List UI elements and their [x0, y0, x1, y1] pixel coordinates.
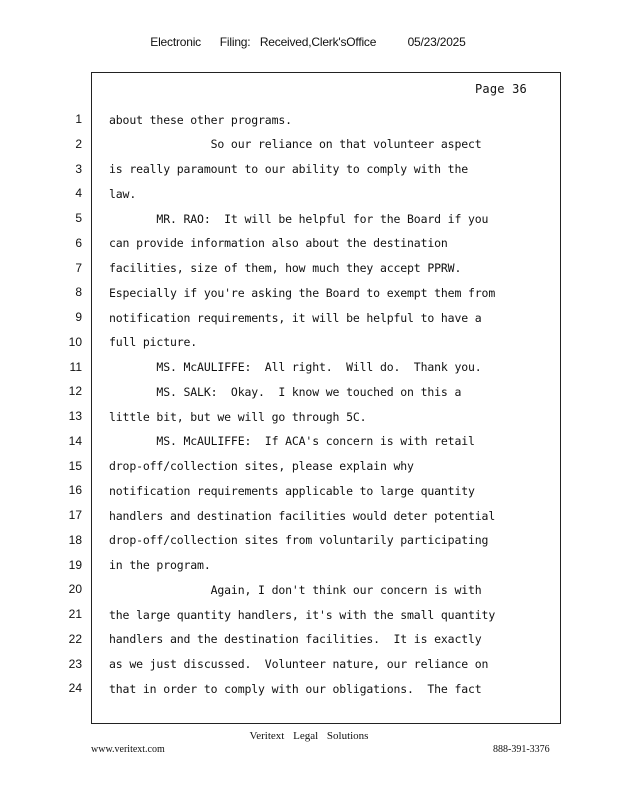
- line-number: 17: [68, 508, 82, 522]
- transcript-line: notification requirements, it will be helpful to have a: [109, 310, 482, 325]
- filing-electronic: Electronic: [150, 35, 201, 49]
- line-number: 6: [75, 235, 82, 250]
- line-number: 18: [68, 532, 82, 547]
- line-number: 2: [75, 136, 82, 151]
- line-number: 19: [68, 557, 82, 572]
- transcript-line: that in order to comply with our obligations. The fact: [109, 681, 482, 696]
- transcript-line: drop-off/collection sites from voluntarily participating: [109, 533, 489, 548]
- filing-stamp-header: [144, 21, 466, 49]
- transcript-line: MS. McAULIFFE: All right. Will do. Thank you.: [109, 360, 482, 374]
- line-number: 11: [69, 359, 82, 374]
- transcript-line: handlers and the destination facilities. It is exactly: [109, 632, 482, 647]
- transcript-line: as we just discussed. Volunteer nature, our reliance on: [109, 657, 489, 671]
- line-number: 1: [75, 112, 82, 126]
- line-number: 21: [68, 607, 82, 621]
- footer-website: www.veritext.com: [91, 744, 165, 755]
- line-number: 16: [68, 483, 82, 498]
- filing-label: Filing:: [219, 35, 251, 49]
- filing-received: Received,Clerk'sOffice: [259, 35, 377, 49]
- line-number: 9: [75, 310, 82, 324]
- transcript-line: can provide information also about the destination: [109, 236, 448, 251]
- transcript-line: full picture.: [109, 335, 198, 350]
- transcript-line: notification requirements applicable to large quantity: [109, 483, 475, 498]
- line-number: 7: [75, 260, 82, 275]
- footer-company: Veritext Legal Solutions: [249, 730, 369, 742]
- transcript-line: handlers and destination facilities would deter potential: [109, 508, 496, 523]
- transcript-line: in the program.: [109, 558, 211, 572]
- page-number-label: Page 36: [475, 82, 527, 96]
- transcript-line: Especially if you're asking the Board to exempt them from: [109, 285, 496, 300]
- transcript-line: drop-off/collection sites, please explain why: [109, 459, 414, 473]
- transcript-line: is really paramount to our ability to comply with the: [109, 162, 469, 176]
- transcript-line: MR. RAO: It will be helpful for the Board if you: [109, 211, 489, 226]
- transcript-line: little bit, but we will go through 5C.: [109, 409, 367, 424]
- line-number: 24: [68, 681, 82, 696]
- transcript-line: MS. SALK: Okay. I know we touched on this a: [109, 384, 462, 399]
- line-number: 3: [75, 161, 82, 176]
- line-number: 20: [68, 582, 82, 597]
- line-number: 10: [68, 334, 82, 349]
- transcript-line: law.: [109, 186, 137, 201]
- line-number: 12: [68, 384, 82, 399]
- filing-date: 05/23/2025: [407, 35, 466, 49]
- line-number: 5: [75, 211, 82, 225]
- line-number: 8: [75, 285, 82, 300]
- transcript-line: about these other programs.: [109, 112, 292, 127]
- transcript-line: the large quantity handlers, it's with the small quantity: [109, 607, 496, 622]
- line-number: 13: [68, 409, 82, 423]
- line-number: 14: [68, 433, 82, 448]
- line-number: 4: [75, 186, 82, 201]
- line-number: 23: [68, 656, 82, 671]
- line-number: 15: [68, 458, 82, 473]
- line-number: 22: [68, 631, 82, 646]
- footer-phone: 888-391-3376: [493, 744, 550, 755]
- transcript-line: So our reliance on that volunteer aspect: [109, 137, 482, 152]
- transcript-line: MS. McAULIFFE: If ACA's concern is with retail: [109, 434, 475, 449]
- transcript-line: facilities, size of them, how much they accept PPRW.: [109, 261, 462, 275]
- transcript-line: Again, I don't think our concern is with: [109, 582, 482, 597]
